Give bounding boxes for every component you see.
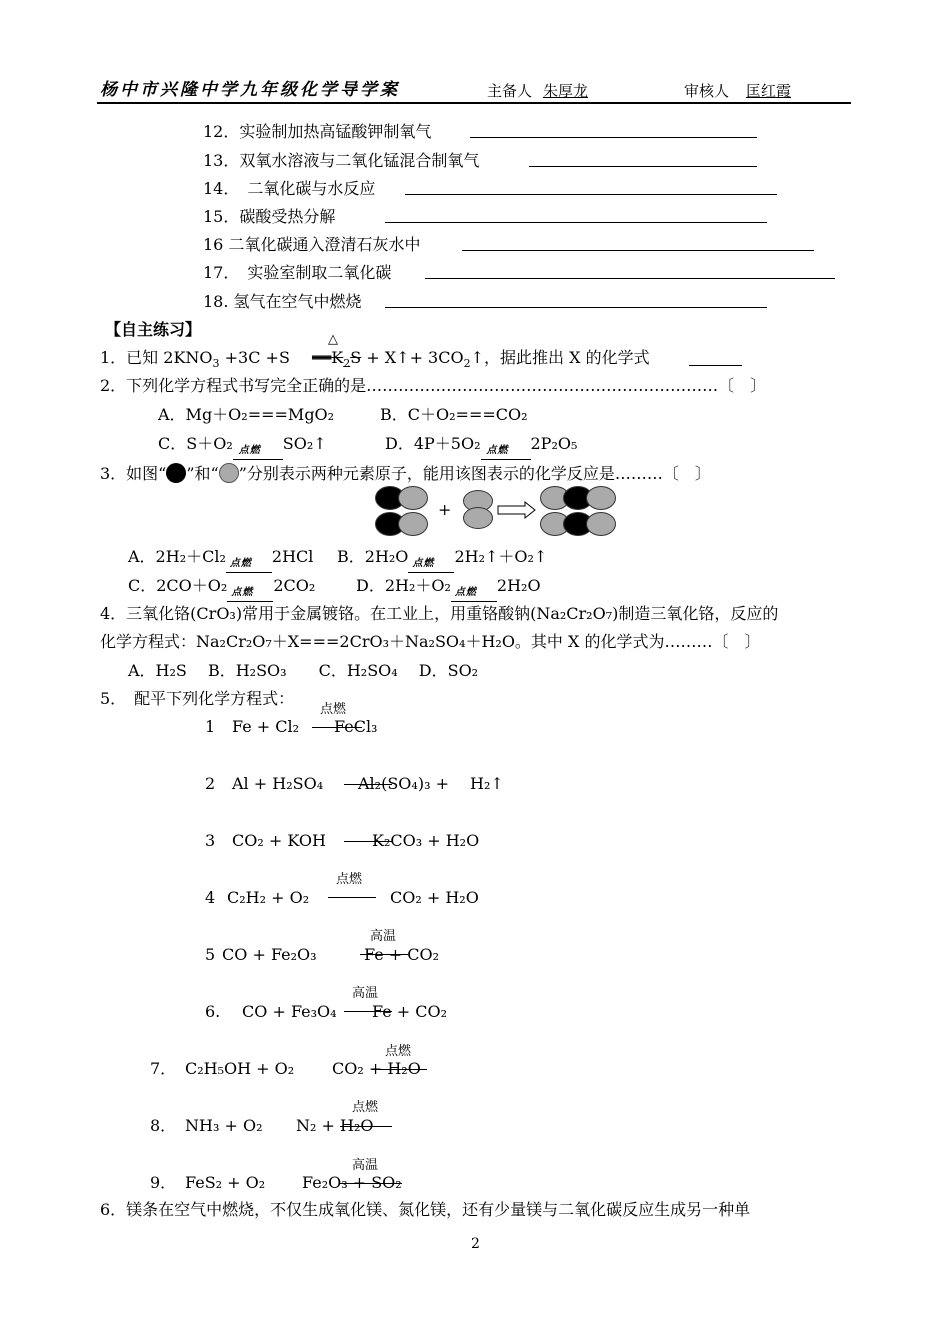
reaction-condition: 点燃	[385, 1044, 412, 1059]
option-b: B．C＋O₂===CO₂	[380, 405, 528, 424]
balance-item-number: 2	[205, 774, 216, 793]
balance-item-left: Fe + Cl₂	[232, 717, 300, 736]
balance-item-number: 1	[205, 717, 216, 736]
balance-item-left: CO + Fe₂O₃	[222, 945, 317, 964]
balance-item-right: CO₂ + H₂O	[390, 888, 479, 907]
balance-item-left: NH₃ + O₂	[185, 1116, 263, 1135]
question-6: 6．镁条在空气中燃烧，不仅生成氧化镁、氮化镁，还有少量镁与二氧化碳反应生成另一种单	[100, 1200, 751, 1219]
reaction-condition: 点燃	[336, 872, 363, 887]
reaction-condition: 高温	[352, 1158, 379, 1173]
option-d: D．2H₂＋O₂ 点燃 2H₂O	[356, 576, 541, 596]
atom	[586, 486, 616, 510]
question-4-line1: 4．三氧化铬(CrO₃)常用于金属镀铬。在工业上，用重铬酸钠(Na₂Cr₂O₇)制造三氧化铬，反应的	[100, 604, 779, 623]
balance-item-number: 9．	[150, 1173, 177, 1192]
balance-item-number: 6.	[205, 1002, 221, 1021]
question-5-stem: 5． 配平下列化学方程式：	[100, 689, 295, 708]
balance-item-number: 8．	[150, 1116, 177, 1135]
balance-item-right: K₂CO₃ + H₂O	[372, 831, 480, 850]
list-item: 16 二氧化碳通入澄清石灰水中	[203, 235, 421, 254]
question-1-product: $══K_2S$ + X↑+ $3CO_2↑$，据此推出 X 的化学式	[312, 348, 650, 371]
reviewer-name: 匡红霞	[746, 82, 792, 100]
preparer-label: 主备人	[487, 82, 533, 100]
question-1: 1．已知 $2KNO_3 +3C +S$	[100, 348, 290, 371]
page-number: 2	[471, 1236, 480, 1252]
arrow-icon	[497, 500, 537, 520]
reaction-line	[328, 897, 376, 898]
question-2-stem: 2．下列化学方程式书写完全正确的是…………………………………………………………〔 〕	[100, 376, 767, 395]
option-c: C．2CO＋O₂ 点燃 2CO₂	[128, 576, 315, 596]
answer-blank	[385, 222, 767, 223]
plus-sign: +	[438, 500, 452, 519]
reviewer-label: 审核人	[684, 82, 730, 100]
answer-blank	[689, 365, 742, 366]
list-item: 14． 二氧化碳与水反应	[203, 179, 376, 198]
section-title: 【自主练习】	[105, 320, 202, 339]
answer-blank	[470, 137, 757, 138]
option-c: C．S＋O₂ 点燃 SO₂↑	[158, 434, 327, 454]
balance-item-right: N₂ + H₂O	[296, 1116, 374, 1135]
balance-item-left: CO₂ + KOH	[232, 831, 326, 850]
reaction-condition: 高温	[370, 929, 397, 944]
option-a: A．Mg＋O₂===MgO₂	[158, 405, 335, 424]
balance-item-right: Fe₂O₃ + SO₂	[302, 1173, 402, 1192]
list-item: 12．实验制加热高锰酸钾制氧气	[203, 122, 432, 141]
answer-blank	[405, 194, 777, 195]
option-b: B．2H₂O 点燃 2H₂↑＋O₂↑	[337, 547, 547, 567]
answer-blank	[529, 166, 757, 167]
balance-item-number: 3	[205, 831, 216, 850]
list-item: 15．碳酸受热分解	[203, 207, 336, 226]
reaction-condition: 点燃	[320, 702, 347, 717]
balance-item-number: 7．	[150, 1059, 177, 1078]
balance-item-number: 4	[205, 888, 216, 907]
balance-item-left: Al + H₂SO₄	[232, 774, 324, 793]
option-d: D．4P＋5O₂ 点燃 2P₂O₅	[385, 434, 577, 454]
answer-blank	[462, 250, 814, 251]
answer-blank	[425, 278, 835, 279]
balance-item-right: Fe + CO₂	[364, 945, 440, 964]
black-atom-icon	[166, 463, 186, 483]
gray-atom-icon	[219, 463, 239, 483]
answer-blank	[385, 307, 767, 308]
question-4-options: A．H₂S B．H₂SO₃ C．H₂SO₄ D．SO₂	[128, 661, 479, 680]
heat-condition: △	[328, 332, 338, 347]
balance-item-left: FeS₂ + O₂	[185, 1173, 266, 1192]
list-item: 18. 氢气在空气中燃烧	[203, 292, 362, 311]
atom	[398, 512, 428, 536]
balance-item-left: C₂H₂ + O₂	[227, 888, 310, 907]
question-3-stem: 3．如图“ ”和“ ”分别表示两种元素原子，能用该图表示的化学反应是………〔 〕	[100, 464, 711, 483]
balance-item-right: Al₂(SO₄)₃ + H₂↑	[358, 774, 504, 793]
balance-item-right: FeCl₃	[334, 717, 378, 736]
question-4-line2: 化学方程式：Na₂Cr₂O₇＋X===2CrO₃＋Na₂SO₄＋H₂O。其中 X 的化学式为………〔 〕	[100, 632, 761, 651]
balance-item-right: Fe + CO₂	[372, 1002, 448, 1021]
header-rule	[97, 102, 851, 104]
balance-item-number: 5	[205, 945, 216, 964]
atom	[463, 507, 493, 529]
school-title: 杨中市兴隆中学九年级化学导学案	[100, 80, 400, 100]
atom	[586, 512, 616, 536]
list-item: 13．双氧水溶液与二氧化锰混合制氧气	[203, 151, 480, 170]
balance-item-left: C₂H₅OH + O₂	[185, 1059, 295, 1078]
list-item: 17． 实验室制取二氧化碳	[203, 263, 392, 282]
atom	[398, 486, 428, 510]
balance-item-left: CO + Fe₃O₄	[242, 1002, 337, 1021]
balance-item-right: CO₂ + H₂O	[332, 1059, 421, 1078]
reaction-condition: 高温	[352, 986, 379, 1001]
reaction-condition: 点燃	[352, 1100, 379, 1115]
option-a: A．2H₂＋Cl₂ 点燃 2HCl	[128, 547, 313, 567]
preparer-name: 朱厚龙	[543, 82, 589, 100]
